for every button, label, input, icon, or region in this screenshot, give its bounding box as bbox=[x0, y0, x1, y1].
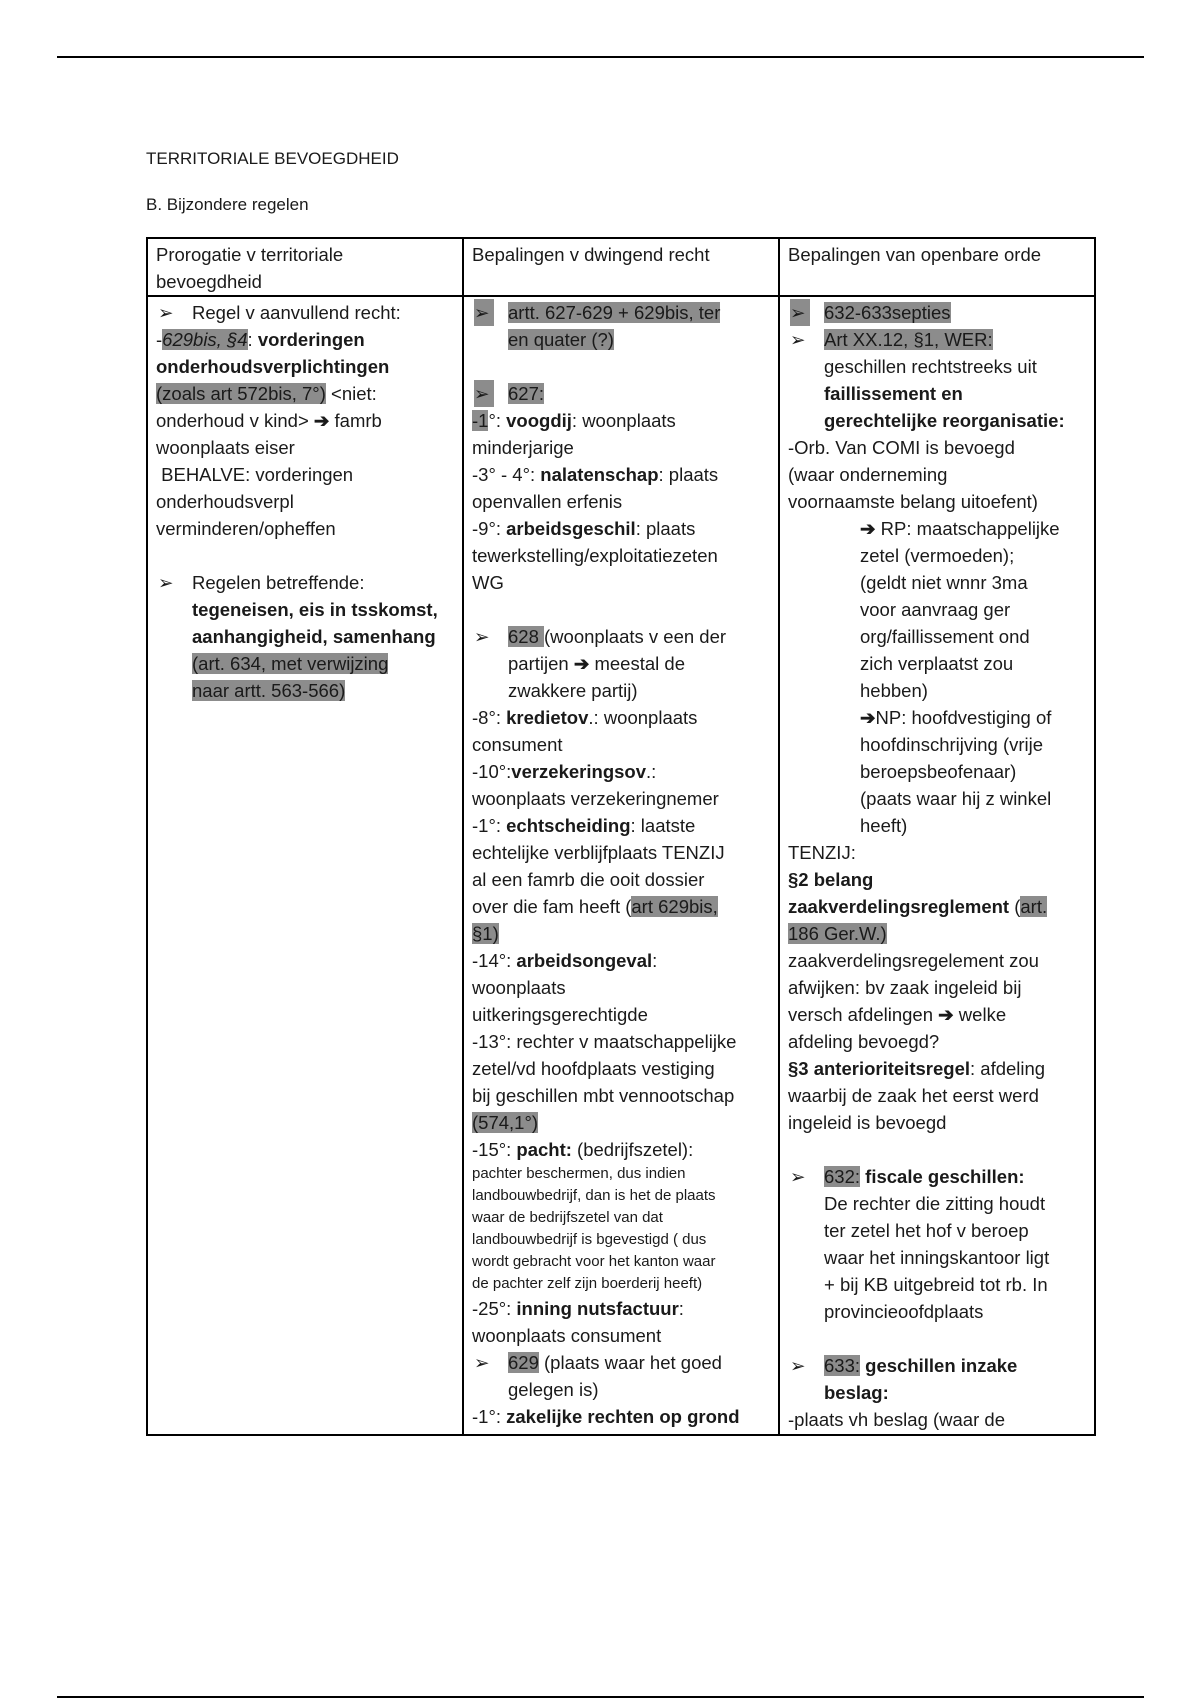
list-item: ➢ artt. 627-629 + 629bis, ter bbox=[472, 299, 770, 326]
list-item: ➢ Art XX.12, §1, WER: bbox=[788, 326, 1086, 353]
list-item: ➢ 627: bbox=[472, 380, 770, 407]
arrow-right-icon: ➔ bbox=[313, 410, 330, 431]
bullet-arrow-icon: ➢ bbox=[158, 572, 174, 593]
arrow-right-icon: ➔ bbox=[860, 707, 876, 728]
page-bottom-rule bbox=[57, 1696, 1144, 1698]
bullet-arrow-icon: ➢ bbox=[790, 299, 810, 326]
list-item: ➢ 628 (woonplaats v een der bbox=[472, 623, 770, 650]
bullet-arrow-icon: ➢ bbox=[158, 302, 174, 323]
arrow-right-icon: ➔ bbox=[860, 518, 876, 539]
table-body-row bbox=[147, 296, 1095, 1435]
bullet-arrow-icon: ➢ bbox=[474, 626, 490, 647]
page-title: TERRITORIALE BEVOEGDHEID bbox=[146, 149, 399, 168]
list-item: ➢ Regel v aanvullend recht: bbox=[156, 299, 454, 326]
bullet-arrow-icon: ➢ bbox=[474, 299, 494, 326]
arrow-right-icon: ➔ bbox=[573, 653, 590, 674]
cell-openbare-orde: ➢ 632-633septies ➢ Art XX.12, §1, WER: geschillen rechtstreeks uit faillissement en gerechtelijke reorganisatie: -Orb. Van COMI is bevoegd (waar onderneming voornaamste belang uitoefent) ➔ RP: maatschappelijke zetel (vermoeden); (geldt niet wnnr 3ma voor aanvraag ger org/faillissement ond zich verplaatst zou hebben) ➔NP: hoofdvestiging of hoofdinschrijving (vrije beroepsbeofenaar) (paats waar hij z winkel heeft) TENZIJ: §2 belang zaakverdelingsreglement (art. 186 Ger.W.) zaakverdelingsregelement zou afwijken: bv zaak ingeleid bij versch afdelingen ➔ welke afdeling bevoegd? §3 anterioriteitsregel: afdeling waarbij de zaak het eerst werd ingeleid is bevoegd ➢ 632: fiscale geschillen: De rechter die zitting houdt ter zetel het hof v beroep waar het inningskantoor ligt + bij KB uitgebreid tot rb. In provincieoofdplaats ➢ 633: geschillen inzake beslag: -plaats vh beslag (waar de bbox=[779, 296, 1095, 1435]
bullet-arrow-icon: ➢ bbox=[790, 1355, 806, 1376]
header-prorogatie: Prorogatie v territoriale bevoegdheid bbox=[147, 238, 463, 296]
arrow-right-icon: ➔ bbox=[938, 1004, 954, 1025]
header-dwingend-recht: Bepalingen v dwingend recht bbox=[463, 238, 779, 296]
page-top-rule bbox=[57, 56, 1144, 58]
header-openbare-orde: Bepalingen van openbare orde bbox=[779, 238, 1095, 296]
table-header-row bbox=[147, 238, 1095, 296]
jurisdiction-table bbox=[146, 237, 1096, 1436]
section-subtitle: B. Bijzondere regelen bbox=[146, 195, 309, 214]
cell-dwingend-recht: ➢ artt. 627-629 + 629bis, ter en quater (?) ➢ 627: -1°: voogdij: woonplaats minderjarige -3° - 4°: nalatenschap: plaats openvallen erfenis -9°: arbeidsgeschil: plaats tewerkstelling/exploitatiezeten WG ➢ 628 (woonplaats v een der partijen ➔ meestal de zwakkere partij) -8°: kredietov.: woonplaats consument -10°:verzekeringsov.: woonplaats verzekeringnemer -1°: echtscheiding: laatste echtelijke verblijfplaats TENZIJ al een famrb die ooit dossier over die fam heeft (art 629bis, §1) -14°: arbeidsongeval: woonplaats uitkeringsgerechtigde -13°: rechter v maatschappelijke zetel/vd hoofdplaats vestiging bij geschillen mbt vennootschap (574,1°) -15°: pacht: (bedrijfszetel): pachter beschermen, dus indien landbouwbedrijf, dan is het de plaats waar de bedrijfszetel van dat landbouwbedrijf is bgevestigd ( dus wordt gebracht voor het kanton waar de pachter zelf zijn boerderij heeft) -25°: inning nutsfactuur: woonplaats consument ➢ 629 (plaats waar het goed gelegen is) -1°: zakelijke rechten op grond bbox=[463, 296, 779, 1435]
list-item: ➢ 632-633septies bbox=[788, 299, 1086, 326]
cell-prorogatie: ➢ Regel v aanvullend recht: -629bis, §4: vorderingen onderhoudsverplichtingen (zoals art 572bis, 7°) <niet: onderhoud v kind> ➔ famrb woonplaats eiser BEHALVE: vorderingen onderhoudsverpl verminderen/opheffen ➢ Regelen betreffende: tegeneisen, eis in tsskomst, aanhangigheid, samenhang (art. 634, met verwijzing naar artt. 563-566) bbox=[147, 296, 463, 1435]
list-item: ➢ 633: geschillen inzake bbox=[788, 1352, 1086, 1379]
bullet-arrow-icon: ➢ bbox=[790, 1166, 806, 1187]
bullet-arrow-icon: ➢ bbox=[790, 329, 806, 350]
bullet-arrow-icon: ➢ bbox=[474, 1352, 490, 1373]
list-item: ➢ Regelen betreffende: bbox=[156, 569, 454, 596]
list-item: ➢ 632: fiscale geschillen: bbox=[788, 1163, 1086, 1190]
list-item: ➢ 629 (plaats waar het goed bbox=[472, 1349, 770, 1376]
bullet-arrow-icon: ➢ bbox=[474, 380, 494, 407]
